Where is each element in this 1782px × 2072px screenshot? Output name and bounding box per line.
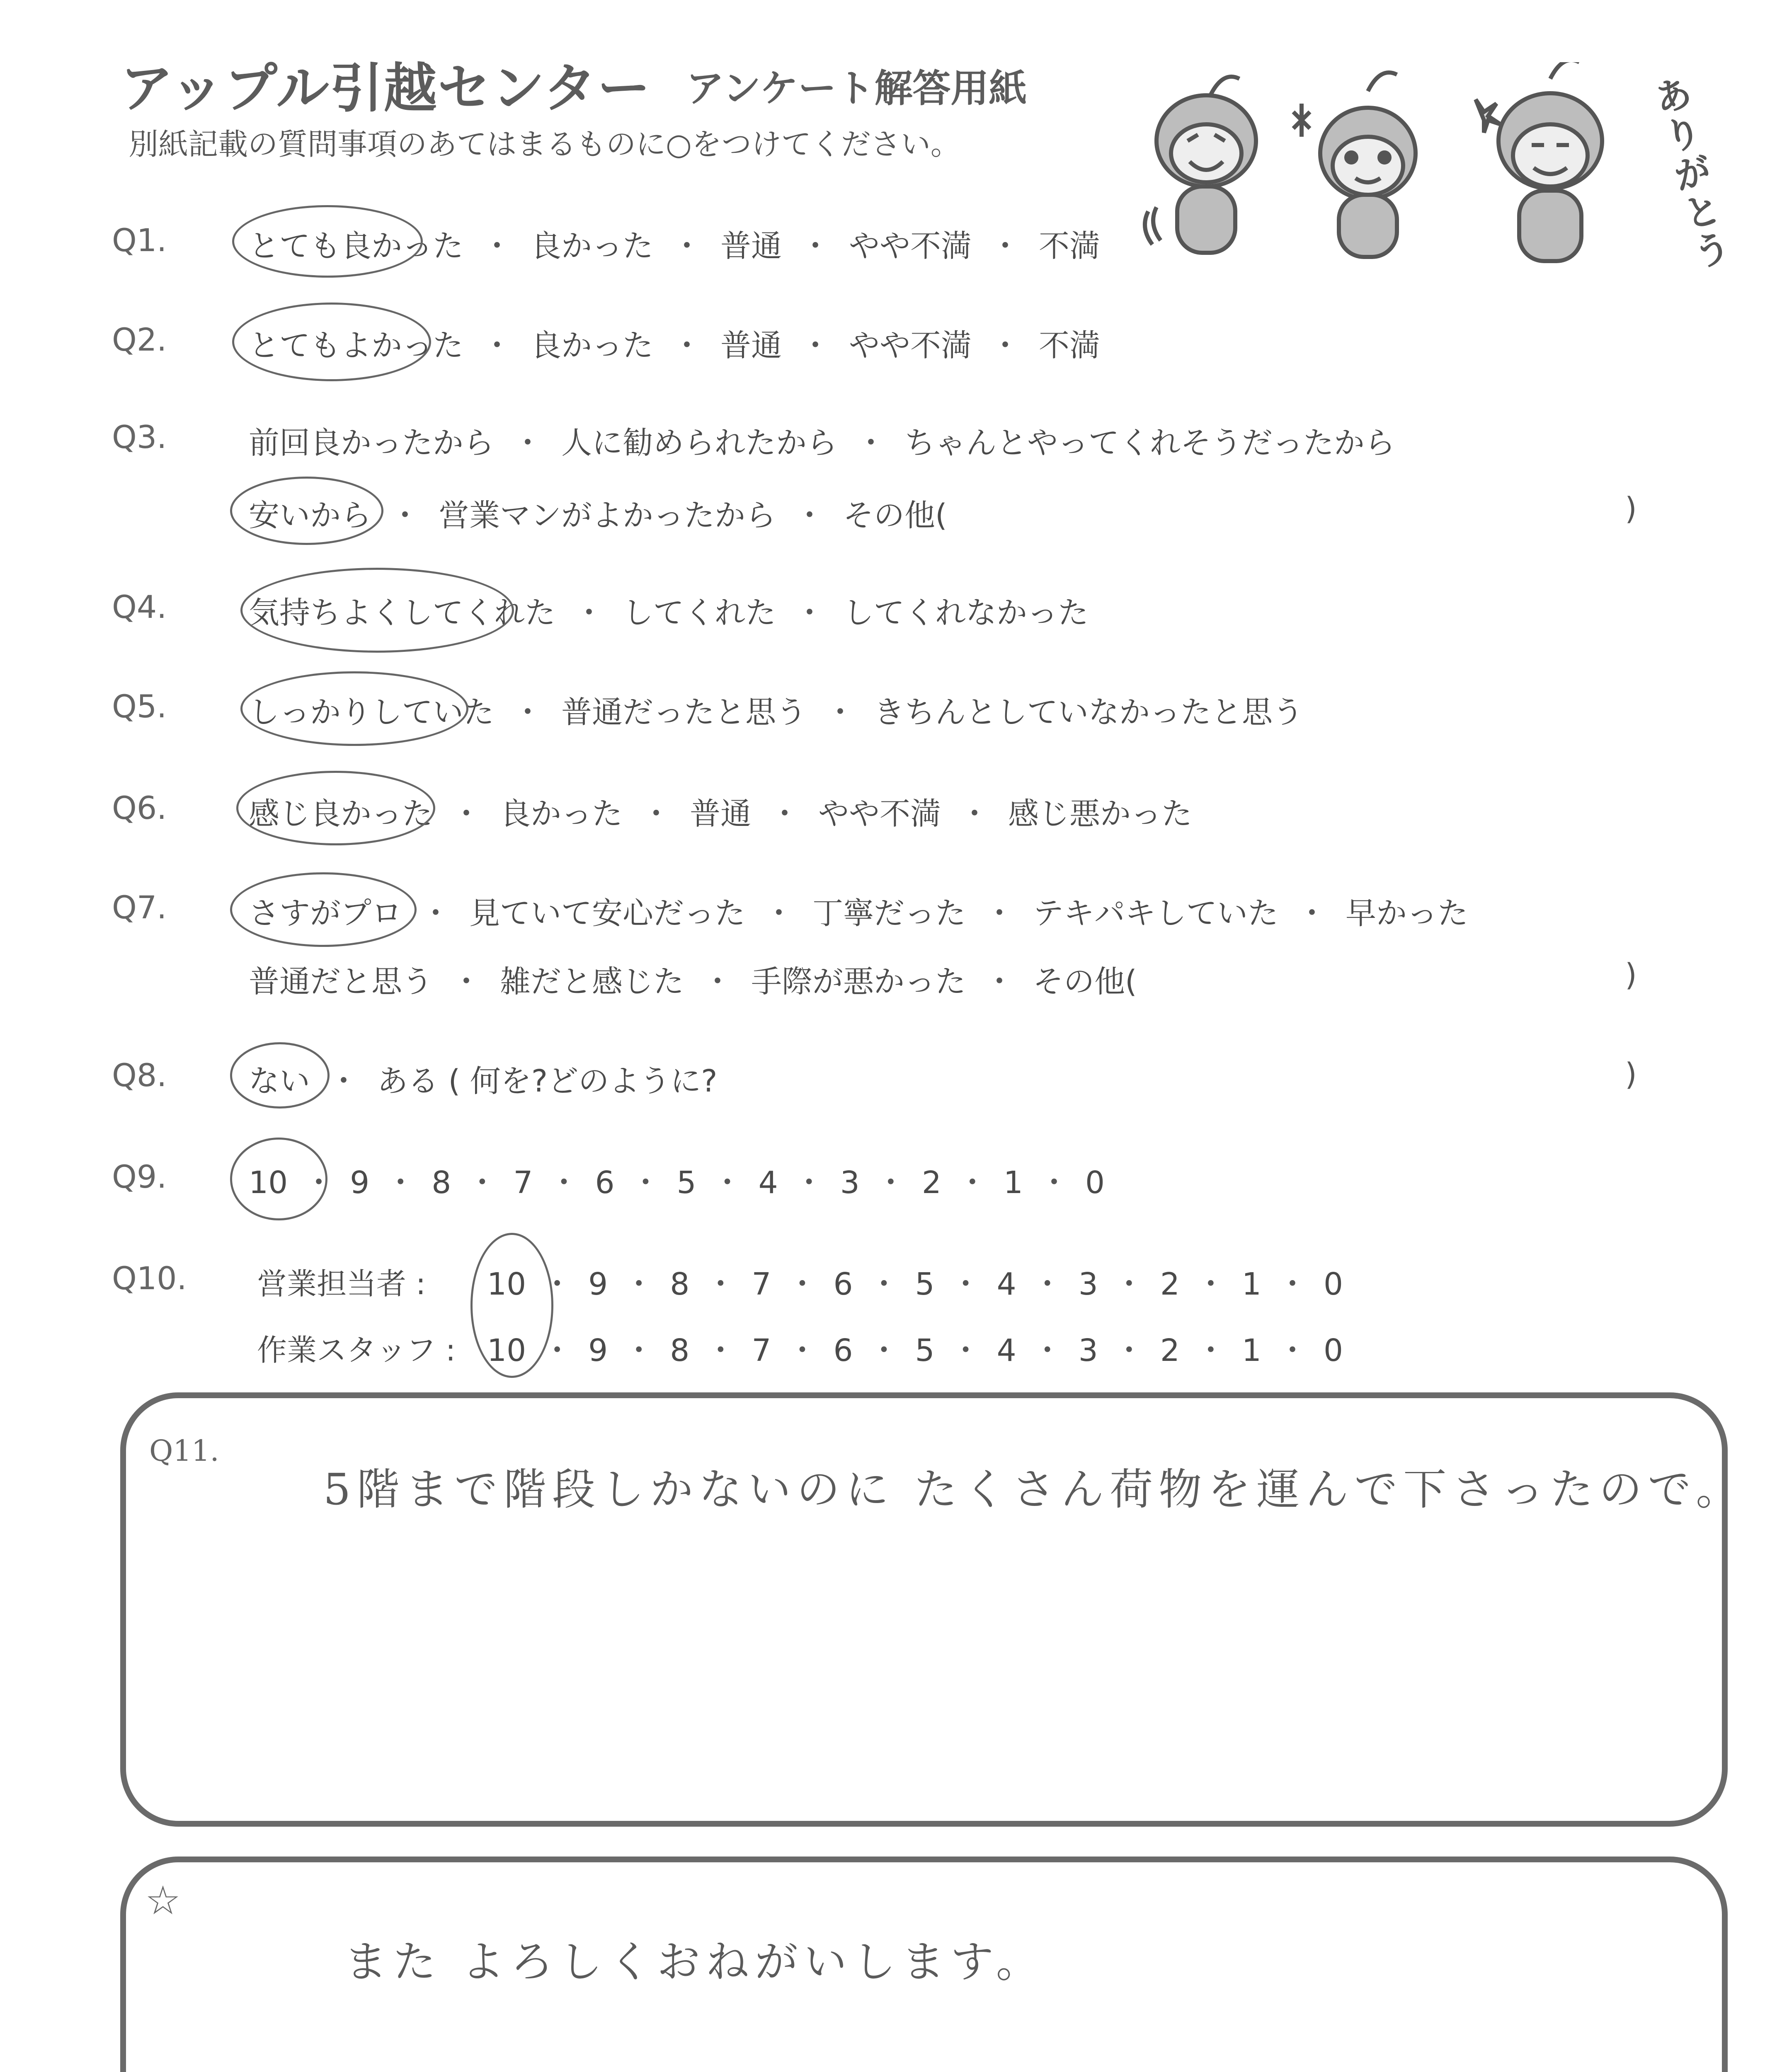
q7-options-line1: さすがプロ ・ 見ていて安心だった ・ 丁寧だった ・ テキパキしていた ・ 早かった xyxy=(249,889,1468,933)
q5-option[interactable]: 普通だったと思う xyxy=(561,695,807,730)
q3-option[interactable]: その他( xyxy=(843,498,947,533)
q10-staff-score-option[interactable]: 3 xyxy=(1078,1333,1098,1368)
q6-options: 感じ良かった ・ 良かった ・ 普通 ・ やや不満 ・ 感じ悪かった xyxy=(249,789,1192,833)
q2-selection-circle xyxy=(232,303,431,381)
instruction-text: 別紙記載の質問事項のあてはまるものに○をつけてください。 xyxy=(128,127,960,162)
q2-option[interactable]: 普通 xyxy=(720,328,782,363)
q10-sales-label: 営業担当者 : xyxy=(257,1266,426,1301)
monkey-laughing-icon xyxy=(1145,77,1256,253)
q10-sales-score-option[interactable]: 4 xyxy=(996,1266,1016,1302)
q9-score-option[interactable]: 8 xyxy=(432,1165,451,1201)
q2-option[interactable]: 不満 xyxy=(1039,328,1100,363)
q5-label: Q5. xyxy=(112,688,167,725)
q5-selection-circle xyxy=(240,671,468,746)
form-title: アップル引越センター xyxy=(120,58,651,119)
q9-score-option[interactable]: 4 xyxy=(758,1165,778,1201)
q10-sales-score-option[interactable]: 2 xyxy=(1160,1266,1180,1302)
q11-label: Q11. xyxy=(149,1434,219,1468)
q7-selection-circle xyxy=(230,872,417,947)
q10-staff-score-option[interactable]: 9 xyxy=(588,1333,608,1368)
star-icon: ☆ xyxy=(145,1877,181,1924)
q10-sales-scale: 10 ・ 9 ・ 8 ・ 7 ・ 6 ・ 5 ・ 4 ・ 3 ・ 2 ・ 1 ・ 0 xyxy=(487,1266,1343,1302)
q8-options: ない ・ ある ( 何を?どのように? xyxy=(249,1057,717,1101)
q6-label: Q6. xyxy=(112,789,167,826)
monkey-mascots-illustration xyxy=(1136,62,1675,278)
q8-option[interactable]: ある ( 何を?どのように? xyxy=(377,1063,718,1099)
q9-score-option[interactable]: 7 xyxy=(513,1165,533,1201)
q9-score-option[interactable]: 1 xyxy=(1003,1165,1023,1201)
q5-option[interactable]: しっかりしていた xyxy=(249,695,494,730)
q2-option[interactable]: とてもよかった xyxy=(249,328,463,363)
q4-label: Q4. xyxy=(112,588,167,625)
q9-score-option[interactable]: 6 xyxy=(595,1165,615,1201)
q10-staff-score-option[interactable]: 10 xyxy=(487,1333,526,1368)
q2-options: とてもよかった ・ 良かった ・ 普通 ・ やや不満 ・ 不満 xyxy=(249,321,1100,365)
q1-options: とても良かった ・ 良かった ・ 普通 ・ やや不満 ・ 不満 xyxy=(249,222,1100,266)
q2-option[interactable]: やや不満 xyxy=(849,328,972,363)
q1-option[interactable]: 普通 xyxy=(720,228,782,264)
q7-option[interactable]: テキパキしていた xyxy=(1033,896,1278,931)
q10-sales-score-option[interactable]: 6 xyxy=(833,1266,853,1302)
q3-option[interactable]: 安いから xyxy=(249,498,371,533)
q6-option[interactable]: 感じ悪かった xyxy=(1008,796,1192,832)
q10-label: Q10. xyxy=(112,1260,187,1297)
q1-option[interactable]: やや不満 xyxy=(849,228,972,264)
q5-options: しっかりしていた ・ 普通だったと思う ・ きちんとしていなかったと思う xyxy=(249,688,1303,732)
q3-paren-close: ) xyxy=(1625,491,1637,527)
q1-option[interactable]: 良かった xyxy=(531,228,653,264)
q1-option[interactable]: 不満 xyxy=(1039,228,1100,264)
q10-staff-score-option[interactable]: 2 xyxy=(1160,1333,1180,1368)
q10-sales-score-option[interactable]: 1 xyxy=(1241,1266,1262,1302)
q10-sales-score-option[interactable]: 9 xyxy=(588,1266,608,1302)
q1-option[interactable]: とても良かった xyxy=(249,228,463,264)
q10-staff-score-option[interactable]: 7 xyxy=(752,1333,771,1368)
q1-label: Q1. xyxy=(112,222,167,259)
q10-staff-scale: 10 ・ 9 ・ 8 ・ 7 ・ 6 ・ 5 ・ 4 ・ 3 ・ 2 ・ 1 ・ 0 xyxy=(487,1333,1343,1368)
q6-option[interactable]: 普通 xyxy=(690,796,751,832)
q3-option[interactable]: 人に勧められたから xyxy=(561,425,837,461)
q4-options: 気持ちよくしてくれた ・ してくれた ・ してくれなかった xyxy=(249,588,1089,632)
q9-scale: 10 ・ 9 ・ 8 ・ 7 ・ 6 ・ 5 ・ 4 ・ 3 ・ 2 ・ 1 ・ 0 xyxy=(249,1165,1105,1201)
monkey-shy-icon xyxy=(1293,73,1416,257)
q7-option[interactable]: 丁寧だった xyxy=(812,896,966,931)
q7-option[interactable]: その他( xyxy=(1033,964,1137,1000)
q7-label: Q7. xyxy=(112,889,167,926)
q9-score-option[interactable]: 5 xyxy=(676,1165,696,1201)
q7-option[interactable]: 見ていて安心だった xyxy=(469,896,745,931)
q3-label: Q3. xyxy=(112,419,167,455)
q10-selection-circle xyxy=(470,1233,553,1378)
form-subtitle: アンケート解答用紙 xyxy=(686,66,1027,111)
q8-selection-circle xyxy=(230,1042,330,1109)
q10-staff-score-option[interactable]: 5 xyxy=(915,1333,935,1368)
q1-selection-circle xyxy=(232,205,423,278)
q10-staff-score-option[interactable]: 8 xyxy=(670,1333,690,1368)
q10-staff-label: 作業スタッフ : xyxy=(257,1333,456,1368)
q5-option[interactable]: きちんとしていなかったと思う xyxy=(874,695,1303,730)
q10-staff-score-option[interactable]: 6 xyxy=(833,1333,853,1368)
q9-selection-circle xyxy=(230,1138,327,1220)
q10-sales-score-option[interactable]: 0 xyxy=(1324,1266,1343,1302)
q10-sales-score-option[interactable]: 10 xyxy=(487,1266,526,1302)
thanks-text: ありがとう xyxy=(1644,72,1735,276)
q10-sales-score-option[interactable]: 8 xyxy=(670,1266,690,1302)
q9-score-option[interactable]: 3 xyxy=(840,1165,860,1201)
q3-option[interactable]: 前回良かったから xyxy=(249,425,494,461)
q10-sales-score-option[interactable]: 5 xyxy=(915,1266,935,1302)
q11-handwritten-answer: 5階まで階段しかないのに たくさん荷物を運んで下さったので。 xyxy=(323,1464,1745,1515)
q8-label: Q8. xyxy=(112,1057,167,1094)
q8-paren-close: ) xyxy=(1625,1057,1637,1092)
q3-option[interactable]: 営業マンがよかったから xyxy=(439,498,776,533)
q6-option[interactable]: やや不満 xyxy=(818,796,941,832)
q9-label: Q9. xyxy=(112,1158,167,1195)
q7-options-line2: 普通だと思う ・ 雑だと感じた ・ 手際が悪かった ・ その他( xyxy=(249,957,1137,1001)
q7-option[interactable]: 手際が悪かった xyxy=(751,964,966,1000)
q10-sales-score-option[interactable]: 7 xyxy=(752,1266,771,1302)
q4-option[interactable]: 気持ちよくしてくれた xyxy=(249,595,555,631)
q3-selection-circle xyxy=(230,477,383,545)
q2-label: Q2. xyxy=(112,321,167,358)
q10-sales-score-option[interactable]: 3 xyxy=(1078,1266,1098,1302)
q10-staff-score-option[interactable]: 1 xyxy=(1241,1333,1262,1368)
q7-option[interactable]: 雑だと感じた xyxy=(500,964,684,1000)
q3-option[interactable]: ちゃんとやってくれそうだったから xyxy=(904,425,1395,461)
free-comment-handwritten-answer: また よろしくおねがいします。 xyxy=(344,1936,1045,1987)
q10-staff-score-option[interactable]: 4 xyxy=(996,1333,1016,1368)
q3-options-line2: 安いから ・ 営業マンがよかったから ・ その他( xyxy=(249,491,947,535)
q9-score-option[interactable]: 0 xyxy=(1085,1165,1105,1201)
q7-option[interactable]: 普通だと思う xyxy=(249,964,433,1000)
q6-selection-circle xyxy=(236,771,435,845)
q4-selection-circle xyxy=(240,568,514,653)
q4-option[interactable]: してくれなかった xyxy=(843,595,1089,631)
q3-options-line1: 前回良かったから ・ 人に勧められたから ・ ちゃんとやってくれそうだったから xyxy=(249,419,1395,462)
q6-option[interactable]: 良かった xyxy=(500,796,623,832)
q8-option[interactable]: ない xyxy=(249,1063,310,1099)
q4-option[interactable]: してくれた xyxy=(623,595,776,631)
q6-option[interactable]: 感じ良かった xyxy=(249,796,433,832)
q9-score-option[interactable]: 10 xyxy=(249,1165,288,1201)
q9-score-option[interactable]: 9 xyxy=(350,1165,370,1201)
q2-option[interactable]: 良かった xyxy=(531,328,653,363)
q10-staff-score-option[interactable]: 0 xyxy=(1324,1333,1343,1368)
q7-option[interactable]: さすがプロ xyxy=(249,896,402,931)
q7-option[interactable]: 早かった xyxy=(1346,896,1468,931)
q9-score-option[interactable]: 2 xyxy=(921,1165,941,1201)
monkey-bowing-icon xyxy=(1476,62,1602,261)
q7-paren-close: ) xyxy=(1625,957,1637,993)
